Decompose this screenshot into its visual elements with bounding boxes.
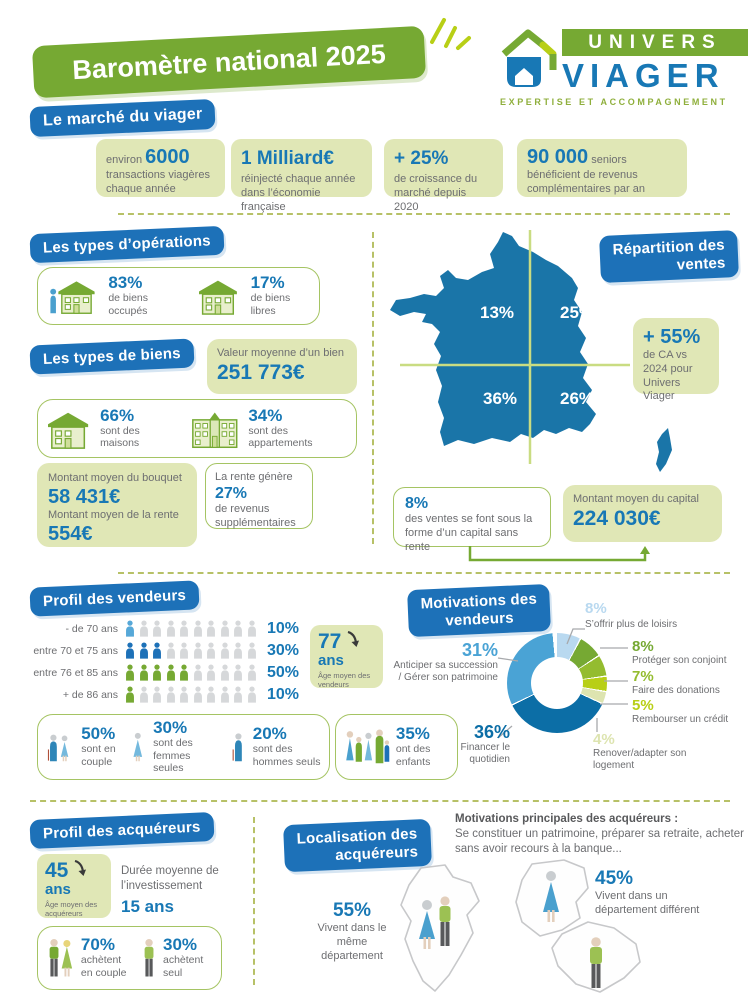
down-trend-arrow-icon [346, 631, 361, 648]
operation-label: de biens occupés [108, 292, 149, 317]
logo-house-icon [496, 24, 560, 90]
donut-label: Renover/adapter son logement [593, 748, 687, 771]
age-row-label: entre 76 et 85 ans [33, 666, 118, 679]
diff-dept-label: Vivent dans un département différent [595, 890, 700, 916]
motivations-acquereurs [455, 812, 747, 857]
achat-label: achètent en couple [80, 954, 127, 979]
badge-line1: Localisation des [296, 825, 418, 848]
donut-label: S’offrir plus de loisirs [585, 619, 678, 630]
separator [30, 800, 730, 802]
age-row-pictograms [124, 686, 259, 703]
family-icon [344, 721, 390, 773]
motivations-acquereurs-title: Motivations principales des acquéreurs : [455, 813, 679, 825]
operation-value: 17% [250, 273, 285, 293]
age-row-pictograms [124, 620, 259, 637]
stat-suffix: seniors [591, 154, 627, 166]
capital-label: Montant moyen du capital [573, 493, 699, 505]
age-row-value: 10% [267, 685, 300, 703]
diff-dept-value: 45% [595, 868, 634, 889]
same-department-map [383, 863, 489, 997]
age-row [30, 640, 299, 661]
france-outline [390, 232, 596, 446]
enfants-value: 35% [395, 724, 430, 744]
bien-item [100, 407, 175, 450]
donut-pct: 31% [461, 640, 498, 660]
badge-types-biens: Les types de biens [29, 338, 194, 374]
donut-label: Anticiper sa succession / Gérer son patrimoine [393, 660, 498, 683]
badge-line2: ventes [676, 254, 726, 274]
page-title: Baromètre national 2025 [32, 26, 426, 98]
stat-desc: bénéficient de revenus complémentaires par an [527, 169, 646, 196]
elderly-couple-icon [46, 723, 73, 771]
bien-item [248, 407, 346, 450]
age-row [30, 662, 299, 683]
card-statut-vendeurs [37, 714, 330, 780]
operation-value: 83% [108, 273, 143, 293]
badge-profil-vendeurs: Profil des vendeurs [29, 580, 199, 616]
diff-dept-stat [595, 868, 730, 918]
stat-card-milliard [231, 139, 372, 214]
separator [118, 572, 730, 574]
donut-pct: 36% [473, 722, 510, 742]
stat-desc: transactions viagères chaque année [106, 169, 210, 196]
age-row-value: 10% [267, 619, 300, 637]
quadrant-nw: 13% [479, 303, 515, 322]
bouquet-value: 58 431€ [48, 485, 121, 508]
age-row-pictograms [124, 664, 259, 681]
bien-value: 66% [100, 405, 135, 425]
card-ca-croissance [633, 318, 719, 403]
stat-card-seniors [517, 139, 687, 197]
rente-label: Montant moyen de la rente [48, 508, 179, 521]
elderly-woman-icon [131, 723, 145, 771]
age-row [30, 684, 299, 705]
operation-item [108, 274, 179, 317]
achat-label: achètent seul [163, 954, 204, 979]
badge-types-operations: Les types d’opérations [29, 226, 224, 263]
capital-arrow-connector [440, 546, 670, 568]
donut-pct: 8% [585, 600, 607, 617]
maison-icon [48, 408, 90, 450]
duree-investissement [121, 864, 233, 918]
same-dept-stat [306, 900, 398, 963]
logo-tagline: EXPERTISE ET ACCOMPAGNEMENT [500, 97, 728, 107]
bien-label: sont des maisons [100, 424, 140, 450]
separator-vertical [372, 232, 374, 544]
age-row-label: + de 86 ans [62, 688, 118, 701]
logo-viager: VIAGER [562, 57, 725, 94]
duree-value: 15 ans [121, 896, 174, 916]
badge-line1: Motivations des [420, 590, 538, 613]
occupied-house-icon [48, 275, 96, 317]
elderly-man-icon [231, 723, 245, 771]
statut-value: 20% [252, 724, 287, 744]
statut-label: sont des femmes seules [153, 737, 193, 775]
capital-note-desc: des ventes se font sous la forme d’un capital sans rente [405, 513, 533, 553]
ca-value: + 55% [643, 326, 701, 348]
statut-label: sont des hommes seuls [252, 743, 321, 768]
free-house-icon [199, 275, 239, 317]
card-age-moyen-vendeurs [310, 625, 383, 688]
valeur-label: Valeur moyenne d’un bien [217, 347, 344, 359]
age-row-label: entre 70 et 75 ans [33, 644, 118, 657]
badge-marche-viager: Le marché du viager [29, 99, 216, 137]
same-dept-label: Vivent dans le même département [317, 922, 387, 962]
card-types-biens [37, 399, 357, 458]
donut-pct: 5% [632, 697, 654, 714]
statut-item [253, 725, 321, 768]
badge-line2: acquéreurs [334, 843, 419, 864]
age-row-value: 50% [267, 663, 300, 681]
buyer-single-icon [141, 933, 157, 983]
corsica-outline [656, 428, 672, 472]
motivations-acquereurs-text: Se constituer un patrimoine, préparer sa retraite, acheter sans avoir recours à la banque... [455, 827, 744, 855]
rente-genere-line2: de revenus supplémentaires [215, 502, 296, 529]
statut-value: 30% [153, 718, 188, 738]
age-row [30, 618, 299, 639]
valeur-value: 251 773€ [217, 360, 305, 384]
separator [118, 213, 730, 215]
bien-label: sont des appartements [248, 424, 313, 450]
card-montant-capital [563, 485, 722, 542]
bien-value: 34% [248, 405, 283, 425]
age-value: 77 [318, 630, 342, 653]
quadrant-ne: 25% [559, 303, 595, 322]
card-age-moyen-acquereurs [37, 854, 111, 918]
badge-repartition-ventes [599, 230, 739, 283]
achat-value: 70% [80, 935, 115, 955]
sparkle-icon [424, 10, 472, 52]
rente-genere-line1: La rente génère [215, 471, 293, 483]
rente-value: 554€ [48, 522, 93, 545]
donut-pct: 7% [632, 668, 654, 685]
badge-line2: vendeurs [445, 609, 515, 630]
enfants-label: ont des enfants [395, 743, 431, 768]
age-row-value: 30% [267, 641, 300, 659]
logo-univers: UNIVERS [562, 29, 748, 56]
capital-value: 224 030€ [573, 506, 661, 530]
age-row-label: - de 70 ans [65, 622, 118, 635]
badge-line1: Répartition des [612, 236, 726, 259]
card-bouquet-rente [37, 463, 197, 547]
statut-label: sont en couple [81, 743, 116, 768]
badge-profil-acquereurs: Profil des acquéreurs [29, 812, 214, 849]
stat-card-transactions [96, 139, 225, 197]
statut-item [81, 725, 123, 768]
donut-pct: 8% [632, 638, 654, 655]
quadrant-sw: 36% [482, 389, 518, 408]
stat-desc: de croissance du marché depuis 2020 [394, 172, 478, 214]
donut-label: Faire des donations [632, 685, 720, 696]
achat-value: 30% [163, 935, 198, 955]
stat-value: 6000 [145, 146, 190, 168]
donut-label: Rembourser un crédit [632, 714, 729, 725]
card-types-operations [37, 267, 320, 325]
stat-prefix: environ [106, 154, 143, 166]
capital-note-value: 8% [405, 495, 429, 512]
stat-desc: réinjecté chaque année dans l’économie française [241, 172, 356, 214]
card-valeur-moyenne [207, 339, 357, 394]
appartement-icon [191, 407, 239, 451]
donut-pct: 4% [593, 731, 615, 748]
duree-label: Durée moyenne de l’investissement [121, 865, 219, 892]
age-unit: ans [45, 881, 71, 898]
card-capital-sans-rente [393, 487, 551, 553]
donut-label: Protéger son conjoint [632, 655, 727, 666]
achat-item [163, 936, 213, 979]
card-mode-achat [37, 926, 222, 990]
down-trend-arrow-icon [73, 860, 88, 877]
stat-card-croissance [384, 139, 503, 214]
same-dept-value: 55% [332, 900, 372, 921]
card-rente-genere [205, 463, 313, 529]
stat-value: + 25% [394, 148, 449, 169]
bouquet-label: Montant moyen du bouquet [48, 472, 182, 484]
age-desc: Âge moyen des vendeurs [318, 671, 371, 689]
achat-item [81, 936, 135, 979]
statut-value: 50% [81, 724, 116, 744]
operation-item [251, 274, 309, 317]
separator-vertical [253, 817, 255, 985]
quadrant-se: 26% [559, 389, 595, 408]
donut-label: Financer le quotidien [460, 742, 510, 765]
statut-item [153, 719, 223, 775]
age-unit: ans [318, 652, 344, 669]
rente-genere-value: 27% [215, 484, 248, 502]
operation-label: de biens libres [250, 292, 291, 317]
age-desc: Âge moyen des acquéreurs [45, 900, 98, 918]
buyer-couple-icon [46, 933, 75, 983]
age-value: 45 [45, 859, 69, 882]
stat-value: 1 Milliard€ [241, 148, 334, 169]
univers-viager-logo [496, 20, 748, 106]
stat-value: 90 000 [527, 146, 589, 168]
ca-desc: de CA vs 2024 pour Univers Viager [643, 349, 693, 403]
age-row-pictograms [124, 642, 259, 659]
